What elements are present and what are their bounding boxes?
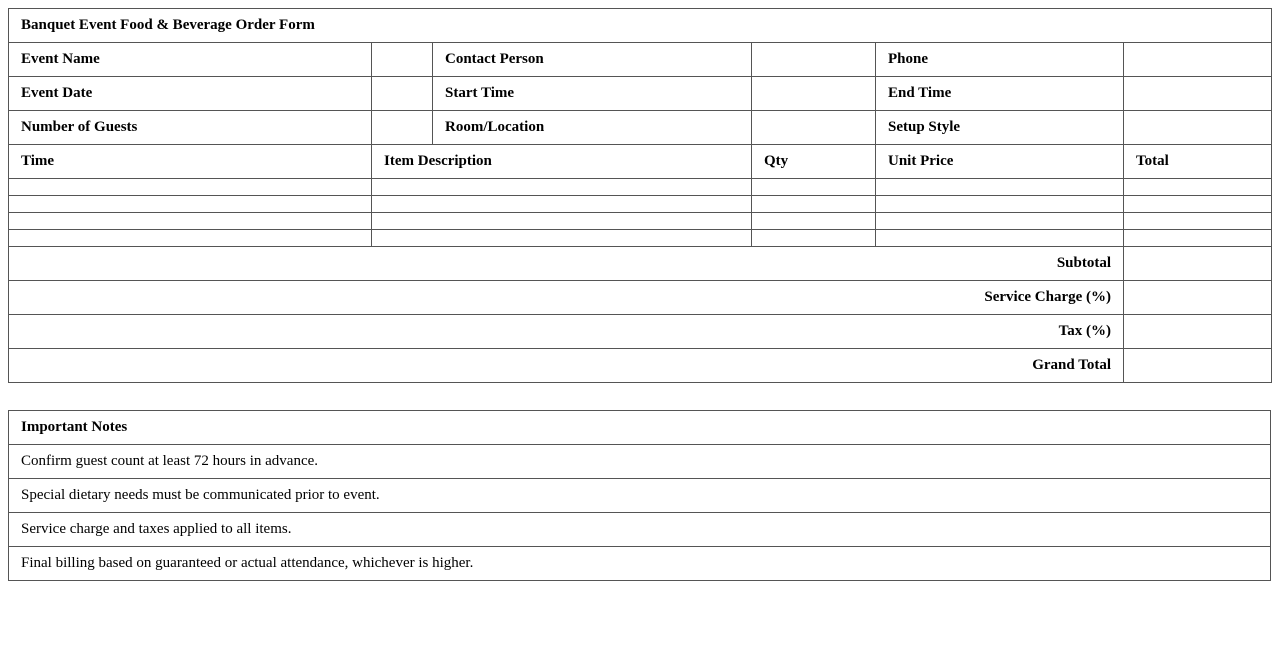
- notes-table: [8, 410, 1271, 581]
- info-value-field[interactable]: [752, 77, 876, 111]
- info-row: [9, 43, 1272, 77]
- item-total-cell[interactable]: [1124, 213, 1272, 230]
- item-time-cell[interactable]: [9, 213, 372, 230]
- info-value-field[interactable]: [372, 43, 433, 77]
- summary-value-field[interactable]: [1124, 315, 1272, 349]
- col-unit-price: Unit Price: [876, 145, 1124, 179]
- item-unit-price-cell[interactable]: [876, 230, 1124, 247]
- item-description-cell[interactable]: [372, 230, 752, 247]
- item-qty-cell[interactable]: [752, 213, 876, 230]
- note-item: Final billing based on guaranteed or actual attendance, whichever is higher.: [9, 547, 1271, 581]
- items-header-row: [9, 145, 1272, 179]
- summary-label: Subtotal: [9, 247, 1124, 281]
- item-unit-price-cell[interactable]: [876, 179, 1124, 196]
- item-unit-price-cell[interactable]: [876, 196, 1124, 213]
- info-value-field[interactable]: [1124, 77, 1272, 111]
- notes-title: Important Notes: [9, 411, 1271, 445]
- item-row: [9, 213, 1272, 230]
- item-time-cell[interactable]: [9, 179, 372, 196]
- item-total-cell[interactable]: [1124, 196, 1272, 213]
- item-description-cell[interactable]: [372, 213, 752, 230]
- form-title: Banquet Event Food & Beverage Order Form: [9, 9, 1272, 43]
- summary-value-field[interactable]: [1124, 247, 1272, 281]
- summary-value-field[interactable]: [1124, 281, 1272, 315]
- info-value-field[interactable]: [372, 111, 433, 145]
- item-total-cell[interactable]: [1124, 179, 1272, 196]
- item-description-cell[interactable]: [372, 196, 752, 213]
- info-label: Event Date: [9, 77, 372, 111]
- info-label: Event Name: [9, 43, 372, 77]
- note-item: Confirm guest count at least 72 hours in advance.: [9, 445, 1271, 479]
- item-time-cell[interactable]: [9, 196, 372, 213]
- summary-value-field[interactable]: [1124, 349, 1272, 383]
- item-total-cell[interactable]: [1124, 230, 1272, 247]
- item-row: [9, 196, 1272, 213]
- info-value-field[interactable]: [372, 77, 433, 111]
- item-description-cell[interactable]: [372, 179, 752, 196]
- col-item-description: Item Description: [372, 145, 752, 179]
- info-value-field[interactable]: [1124, 43, 1272, 77]
- summary-row: [9, 315, 1272, 349]
- col-time: Time: [9, 145, 372, 179]
- col-qty: Qty: [752, 145, 876, 179]
- col-total: Total: [1124, 145, 1272, 179]
- info-value-field[interactable]: [752, 43, 876, 77]
- info-row: [9, 111, 1272, 145]
- info-value-field[interactable]: [1124, 111, 1272, 145]
- info-row: [9, 77, 1272, 111]
- item-time-cell[interactable]: [9, 230, 372, 247]
- info-label: Setup Style: [876, 111, 1124, 145]
- item-row: [9, 179, 1272, 196]
- info-label: Start Time: [433, 77, 752, 111]
- info-label: Phone: [876, 43, 1124, 77]
- info-label: Number of Guests: [9, 111, 372, 145]
- summary-label: Tax (%): [9, 315, 1124, 349]
- summary-label: Grand Total: [9, 349, 1124, 383]
- summary-row: [9, 247, 1272, 281]
- item-unit-price-cell[interactable]: [876, 213, 1124, 230]
- note-item: Service charge and taxes applied to all items.: [9, 513, 1271, 547]
- info-label: Contact Person: [433, 43, 752, 77]
- item-qty-cell[interactable]: [752, 179, 876, 196]
- item-qty-cell[interactable]: [752, 230, 876, 247]
- info-label: End Time: [876, 77, 1124, 111]
- summary-row: [9, 349, 1272, 383]
- note-item: Special dietary needs must be communicated prior to event.: [9, 479, 1271, 513]
- summary-row: [9, 281, 1272, 315]
- summary-label: Service Charge (%): [9, 281, 1124, 315]
- info-value-field[interactable]: [752, 111, 876, 145]
- info-label: Room/Location: [433, 111, 752, 145]
- item-row: [9, 230, 1272, 247]
- order-form-table: [8, 8, 1272, 383]
- item-qty-cell[interactable]: [752, 196, 876, 213]
